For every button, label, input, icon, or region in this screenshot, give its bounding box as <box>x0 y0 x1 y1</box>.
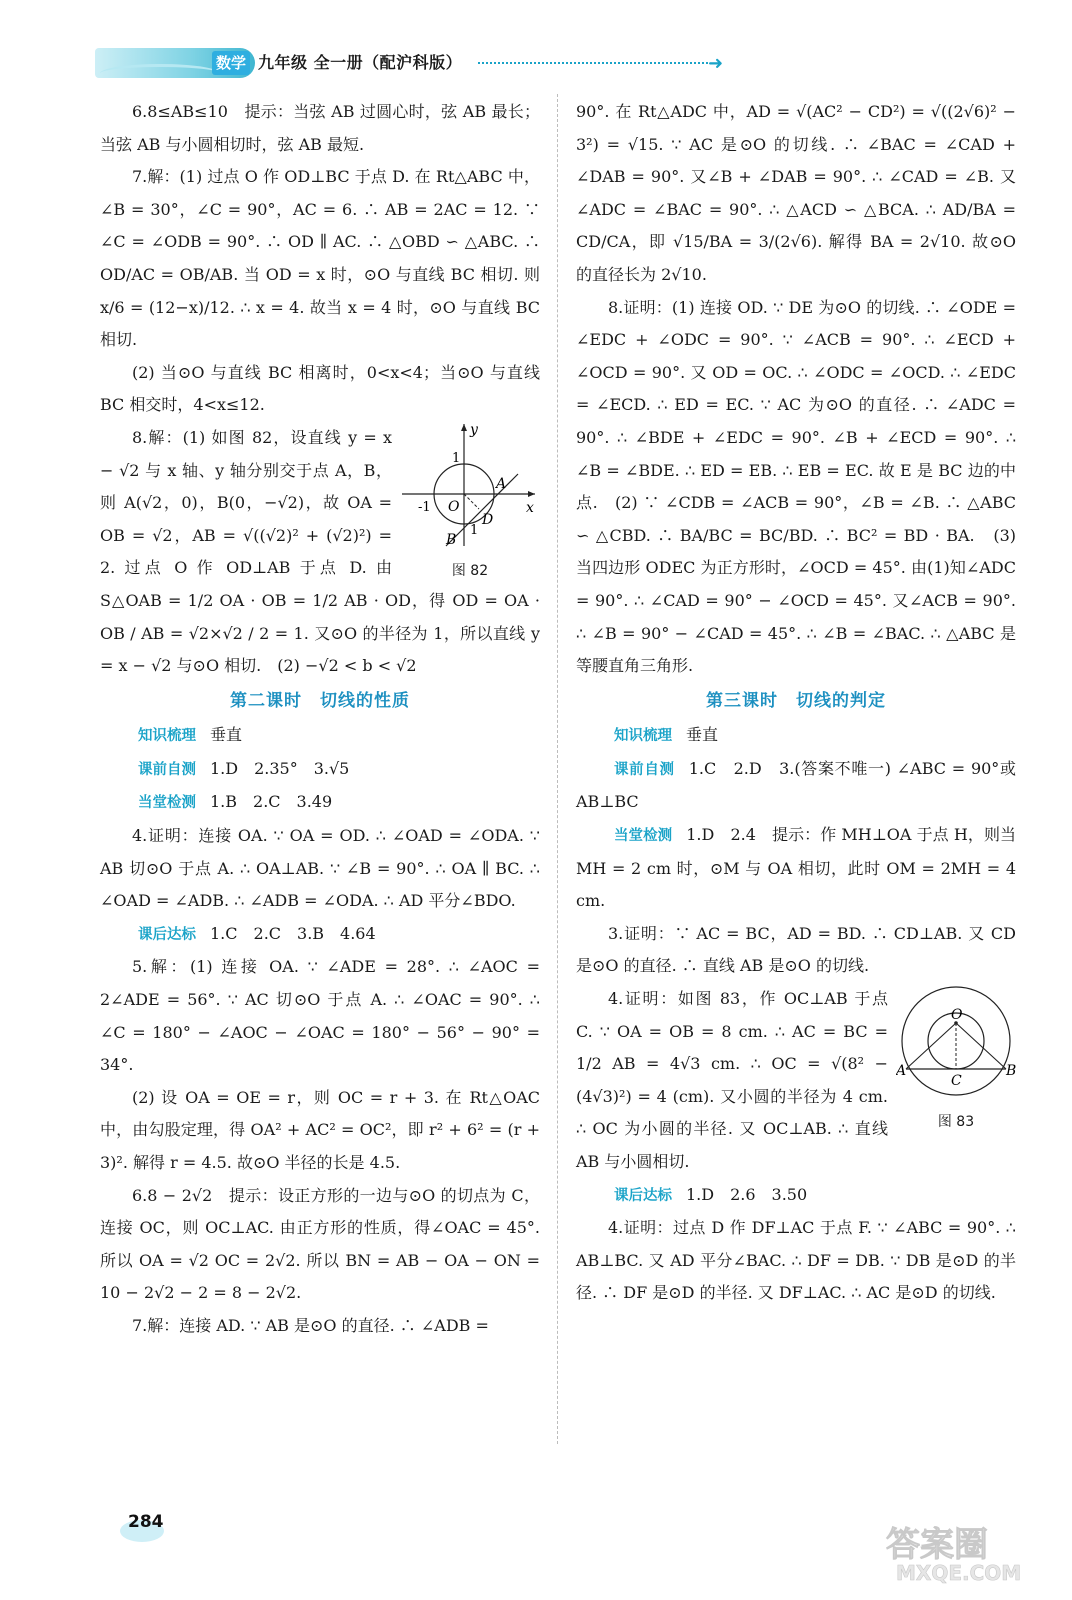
left-column <box>100 96 540 1343</box>
column-divider <box>557 94 558 1444</box>
tag-knowledge-review-2: 知识梳理 <box>614 728 672 745</box>
figure-82-diagram <box>400 422 540 550</box>
watermark-text: 答案圈 <box>886 1525 988 1565</box>
watermark-graphic <box>868 1516 1058 1586</box>
fig82-label-x: x <box>526 499 534 516</box>
after-class-answer-2: 1.D 2.6 3.50 <box>686 1184 808 1204</box>
figure-83-diagram <box>896 983 1016 1101</box>
fig83-label-o: O <box>951 1007 963 1024</box>
answer-5: 5.解：(1) 连接 OA. ∵ ∠ADE = 28°. ∴ ∠AOC = 2∠ADE = 56°. ∵ AC 切⊙O 于点 A. ∴ ∠OAC = 90°. ∴ ∠C = 180° − ∠AOC − ∠OAC = 180° − 56° − 90° = 34°. <box>100 957 540 1075</box>
figure-82 <box>400 421 540 579</box>
section-title-lesson3: 第三课时 切线的判定 <box>706 690 886 711</box>
tag-after-class-2: 课后达标 <box>614 1187 672 1204</box>
answer-3-proof: 3.证明：∵ AC = BC，AD = BD. ∴ CD⊥AB. 又 CD 是⊙O 的直径. ∴ 直线 AB 是⊙O 的切线. <box>576 923 1016 976</box>
answer-6b: 6.8 − 2√2 提示：设正方形的一边与⊙O 的切点为 C，连接 OC，则 OC⊥AC. 由正方形的性质，得∠OAC = 45°. 所以 OA = √2 OC = 2√2. 所以 BN = AB − OA − ON = 10 − 2√2 − 2 = 8 − 2√2. <box>100 1185 540 1303</box>
fig83-label-b: B <box>1006 1063 1016 1080</box>
tag-knowledge-review: 知识梳理 <box>138 728 196 745</box>
fig82-label-a: A <box>496 475 507 492</box>
after-class-answer: 1.C 2.C 3.B 4.64 <box>210 923 376 943</box>
tag-in-class-check-2: 当堂检测 <box>614 828 673 845</box>
header-title: 九年级 全一册（配沪科版） <box>258 53 463 72</box>
header-dotted-line <box>478 62 708 64</box>
knowledge-review-answer-2: 垂直 <box>686 725 719 745</box>
fig83-label-a: A <box>896 1063 907 1080</box>
fig82-label-neg1: -1 <box>418 499 431 515</box>
watermark-url: MXQE.COM <box>896 1561 1022 1585</box>
answer-8: 8.解：(1) 如图 82，设直线 y = x − √2 与 x 轴、y 轴分别交于点 A，B，则 A(√2，0)，B(0，−√2)，故 OA = OB = √2，AB = √((√2)² + (√2)²) = 2. 过点 O 作 OD⊥AB 于点 D. 由 S△OAB = 1/2 OA · OB = 1/2 AB · OD，得 OD = OA · OB / AB = √2×√2 / 2 = 1. 又⊙O 的半径为 1，所以直线 y = x − √2 与⊙O 相切. (2) −√2 < b < √2 <box>100 427 540 676</box>
pre-class-test-answer-2: 1.C 2.D 3.(答案不唯一) ∠ABC = 90°或 AB⊥BC <box>576 758 1016 812</box>
fig82-label-o: O <box>448 498 460 515</box>
page-number-text: 284 <box>128 1512 164 1532</box>
answer-7: 7.解：(1) 过点 O 作 OD⊥BC 于点 D. 在 Rt△ABC 中，∠B = 30°，∠C = 90°，AC = 6. ∴ AB = 2AC = 12. ∵ ∠C = ∠ODB = 90°. ∴ OD ∥ AC. ∴ △OBD ∽ △ABC. ∴ OD/AC = OB/AB. 当 OD = x 时，⊙O 与直线 BC 相切. 则 x/6 = (12−x)/12. ∴ x = 4. 故当 x = 4 时，⊙O 与直线 BC 相切. <box>100 167 540 350</box>
answer-6: 6.8≤AB≤10 提示：当弦 AB 过圆心时，弦 AB 最长；当弦 AB 与小圆相切时，弦 AB 最短. <box>100 102 540 154</box>
fig82-label-d: D <box>482 511 494 528</box>
section-title-lesson2: 第二课时 切线的性质 <box>230 690 410 711</box>
answer-4-proof: 4.证明：连接 OA. ∵ OA = OD. ∴ ∠OAD = ∠ODA. ∵ AB 切⊙O 于点 A. ∴ OA⊥AB. ∵ ∠B = 90°. ∴ OA ∥ BC. ∴ ∠OAD = ∠ADB. ∴ ∠ADB = ∠ODA. ∴ AD 平分∠BDO. <box>100 826 540 911</box>
right-column <box>576 96 1016 1310</box>
watermark-logo <box>868 1516 1058 1586</box>
answer-7b-cont: 90°. 在 Rt△ADC 中，AD = √(AC² − CD²) = √((2√6)² − 3²) = √15. ∵ AC 是⊙O 的切线. ∴ ∠BAC = ∠CAD + ∠DAB = 90°. 又∠B + ∠DAB = 90°. ∴ ∠CAD = ∠B. 又∠ADC = ∠BAC = 90°. ∴ △ACD ∽ △BCA. ∴ AD/BA = CD/CA，即 √15/BA = 3/(2√6). 解得 BA = 2√10. 故⊙O 的直径长为 2√10. <box>576 102 1016 284</box>
fig83-label-c: C <box>951 1073 962 1090</box>
answer-4b-proof: 4.证明：如图 83，作 OC⊥AB 于点 C. ∵ OA = OB = 8 cm. ∴ AC = BC = 1/2 AB = 4√3 cm. ∴ OC = √(8² − (4√3)²) = 4 (cm). 又小圆的半径为 4 cm. ∴ OC 为小圆的半径. 又 OC⊥AB. ∴ 直线 AB 与小圆相切. <box>576 989 888 1171</box>
figure-82-caption: 图 82 <box>451 562 489 579</box>
tag-pre-class-test-2: 课前自测 <box>614 761 675 778</box>
answer-5-part2: (2) 设 OA = OE = r，则 OC = r + 3. 在 Rt△OAC 中，由勾股定理，得 OA² + AC² = OC²，即 r² + 6² = (r + 3)². 解得 r = 4.5. 故⊙O 半径的长是 4.5. <box>100 1087 540 1172</box>
arrow-right-icon: ➜ <box>708 53 724 74</box>
fig82-label-b: B <box>446 531 457 548</box>
answer-8b: 8.证明：(1) 连接 OD. ∵ DE 为⊙O 的切线. ∴ ∠ODE = ∠EDC + ∠ODC = 90°. ∵ ∠ACB = 90°. ∴ ∠ECD + ∠OCD = 90°. 又 OD = OC. ∴ ∠ODC = ∠OCD. ∴ ∠EDC = ∠ECD. ∴ ED = EC. ∵ AC 为⊙O 的直径. ∴ ∠ADC = 90°. ∴ ∠BDE + ∠EDC = 90°. ∠B + ∠ECD = 90°. ∴ ∠B = ∠BDE. ∴ ED = EB. ∴ EB = EC. 故 E 是 BC 边的中点. (2) ∵ ∠CDB = ∠ACB = 90°，∠B = ∠B. ∴ △ABC ∽ △CBD. ∴ BA/BC = BC/BD. ∴ BC² = BD · BA. (3) 当四边形 ODEC 为正方形时，∠OCD = 45°. 由(1)知∠ADC = 90°. ∴ ∠CAD = 90° − ∠OCD = 45°. 又∠ACB = 90°. ∴ ∠B = 90° − ∠CAD = 45°. ∴ ∠B = ∠BAC. ∴ △ABC 是等腰直角三角形. <box>576 297 1016 676</box>
in-class-check-answer: 1.B 2.C 3.49 <box>210 792 333 812</box>
figure-83 <box>896 983 1016 1130</box>
pre-class-test-answer: 1.D 2.35° 3.√5 <box>210 758 350 778</box>
fig82-label-1-bot: 1 <box>470 522 479 538</box>
tag-in-class-check: 当堂检测 <box>138 795 196 812</box>
answer-7b: 7.解：连接 AD. ∵ AB 是⊙O 的直径. ∴ ∠ADB = <box>132 1315 489 1335</box>
page-header <box>0 0 1072 90</box>
header-swoosh <box>100 64 220 83</box>
page-number <box>120 1510 170 1542</box>
subject-badge: 数学 <box>212 51 250 75</box>
fig82-label-y: y <box>470 421 478 438</box>
fig82-label-1-top: 1 <box>452 450 461 466</box>
tag-pre-class-test: 课前自测 <box>138 761 196 778</box>
figure-83-caption: 图 83 <box>937 1113 975 1130</box>
answer-4c-proof: 4.证明：过点 D 作 DF⊥AC 于点 F. ∵ ∠ABC = 90°. ∴ AB⊥BC. 又 AD 平分∠BAC. ∴ DF = DB. ∵ DB 是⊙D 的半径. ∴ DF 是⊙D 的半径. 又 DF⊥AC. ∴ AC 是⊙D 的切线. <box>576 1218 1016 1303</box>
knowledge-review-answer: 垂直 <box>210 725 243 745</box>
in-class-check-answer-2: 1.D 2.4 提示：作 MH⊥OA 于点 H，则当 MH = 2 cm 时，⊙M 与 OA 相切，此时 OM = 2MH = 4 cm. <box>576 825 1017 911</box>
answer-7-part2: (2) 当⊙O 与直线 BC 相离时，0<x<4；当⊙O 与直线 BC 相交时，4<x≤12. <box>100 362 540 415</box>
tag-after-class: 课后达标 <box>138 926 196 943</box>
